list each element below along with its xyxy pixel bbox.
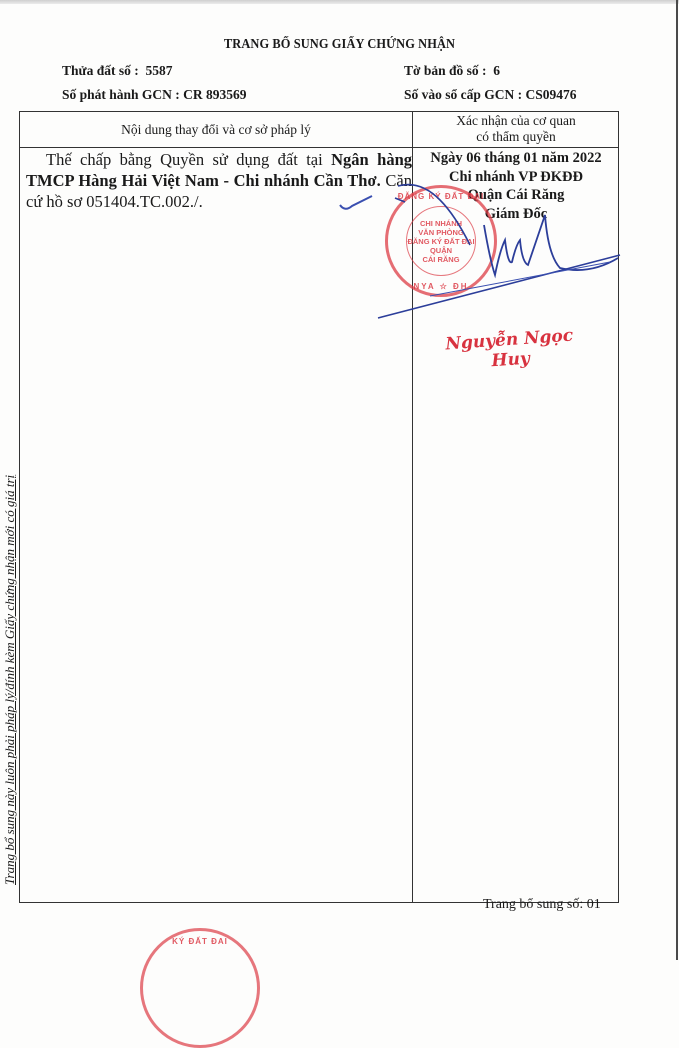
parcel-label: Thửa đất số : xyxy=(62,63,139,78)
signature-arrow-stroke xyxy=(398,185,470,245)
seal-line: CHI NHÁNH xyxy=(419,219,463,228)
bottom-seal-stamp: KÝ ĐẤT ĐAI xyxy=(140,928,260,1048)
gcn-issue-value: CR 893569 xyxy=(183,87,247,102)
checkmark-icon xyxy=(340,196,372,209)
confirmation-office: Chi nhánh VP ĐKĐĐ xyxy=(449,168,583,185)
signer-name: Nguyễn Ngọc Huy xyxy=(444,325,574,372)
map-sheet-label: Tờ bản đồ số : xyxy=(404,63,487,78)
seal-line: QUẬN xyxy=(429,246,453,255)
seal-ring-bottom-text: NYA ☆ ĐH xyxy=(413,282,469,291)
confirmation-position: Giám Đốc xyxy=(484,205,548,222)
gcn-register-label: Số vào sổ cấp GCN : xyxy=(404,87,523,102)
confirmation-date: Ngày 06 tháng 01 năm 2022 xyxy=(430,150,602,166)
content-part3: Căn cứ hồ sơ 051404.TC.002./. xyxy=(26,171,412,211)
header-authority-line2: có thẩm quyền xyxy=(476,129,556,144)
seal-line: CÁI RĂNG xyxy=(422,255,460,264)
gcn-issue-label: Số phát hành GCN : xyxy=(62,87,180,102)
header-authority-line1: Xác nhận của cơ quan xyxy=(456,113,576,128)
signature-underline xyxy=(378,255,620,318)
confirmation-district: Quận Cái Răng xyxy=(467,187,565,203)
header-changes-content: Nội dung thay đổi và cơ sở pháp lý xyxy=(121,121,311,137)
side-note-vertical: Trang bổ sung này luôn phải pháp lý/đính kèm Giấy chứng nhận mới có giá trị xyxy=(2,474,17,885)
content-bank-name: Ngân hàng TMCP Hàng Hải Việt Nam - Chi nhánh Cần Thơ. xyxy=(26,150,412,190)
parcel-value: 5587 xyxy=(145,63,173,78)
seal-line: ĐĂNG KÝ ĐẤT ĐAI xyxy=(407,237,475,246)
supplement-page-number: Trang bổ sung số: 01 xyxy=(483,897,601,912)
signature-stroke xyxy=(484,215,618,275)
map-sheet-value: 6 xyxy=(493,63,501,78)
seal-line: VĂN PHÒNG xyxy=(418,228,464,237)
gcn-register-value: CS09476 xyxy=(525,87,577,102)
seal-ring-top-text: ĐĂNG KÝ ĐẤT ĐAI xyxy=(397,192,485,201)
content-part1: Thế chấp bằng Quyền sử dụng đất tại xyxy=(46,150,332,169)
document-title: TRANG BỔ SUNG GIẤY CHỨNG NHẬN xyxy=(223,36,456,51)
